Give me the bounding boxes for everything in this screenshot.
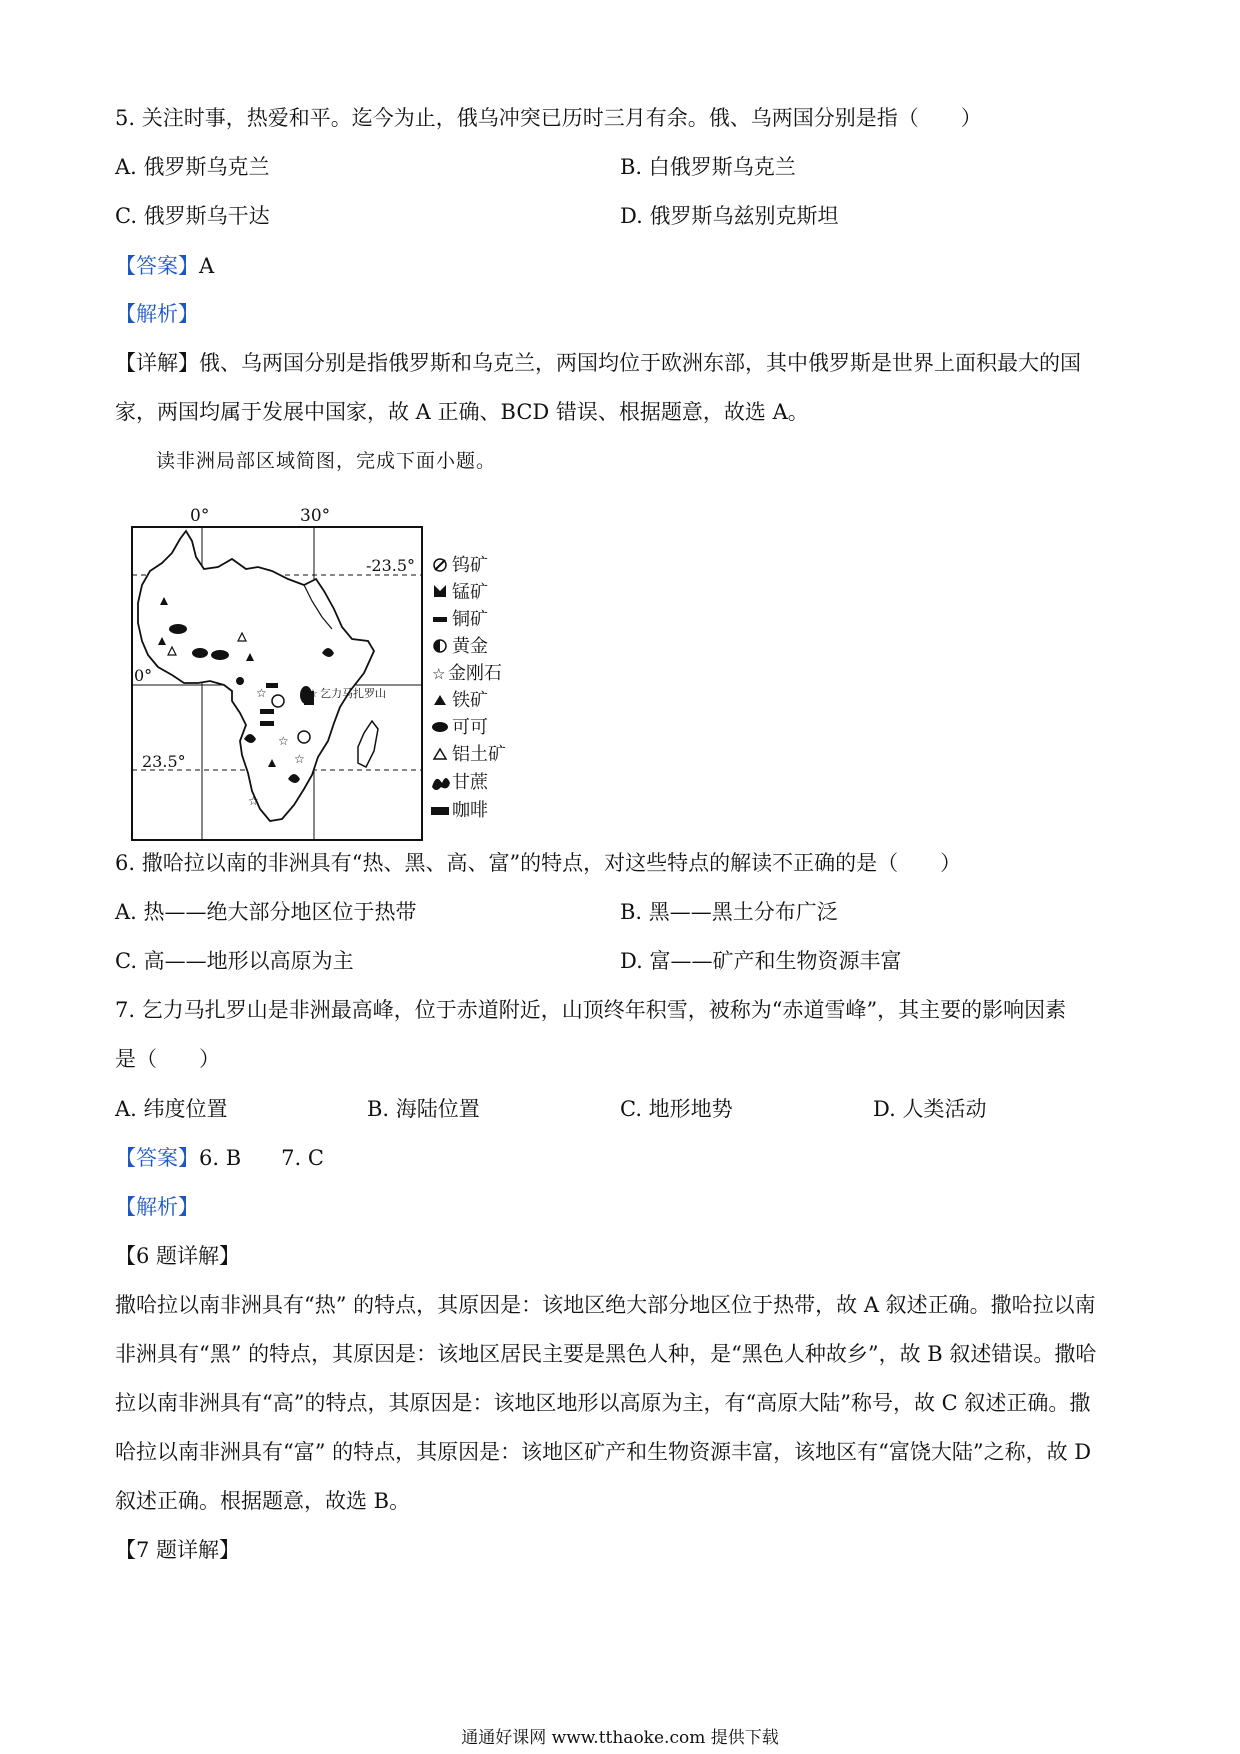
q7-stem-line-1: 7. 乞力马扎罗山是非洲最高峰，位于赤道附近，山顶终年积雪，被称为“赤道雪峰”，其主要的影响因素 [115,998,1067,1022]
q6-stem: 6. 撒哈拉以南的非洲具有“热、黑、高、富”的特点，对这些特点的解读不正确的是（ ） [115,851,962,875]
iron-icon [434,695,446,705]
map-cocoa-mark [211,650,229,660]
map-cocoa-mark [169,624,187,634]
legend-label-copper: 铜矿 [452,609,488,630]
q5-option-d: D. 俄罗斯乌兹别克斯坦 [620,204,839,228]
answers-line [115,1143,324,1173]
map-diamond-mark: ☆ [248,794,259,808]
d6-line-4: 哈拉以南非洲具有“富” 的特点，其原因是：该地区矿产和生物资源丰富，该地区有“富饶大陆”之称，故 D [115,1440,1092,1464]
q5-analysis-label: 【解析】 [115,302,199,326]
map-copper-mark [266,683,278,688]
q5-option-a: A. 俄罗斯乌克兰 [115,155,270,179]
map-copper-mark [260,721,274,726]
manganese-icon [434,585,446,597]
d6-label: 【6 题详解】 [115,1244,241,1268]
legend-label-cocoa: 可可 [452,717,488,738]
map-cocoa-mark [192,648,208,658]
map-diamond-mark: ☆ [278,734,289,748]
legend-label-diamond: 金刚石 [448,663,502,684]
lat-label-south: 23.5° [142,752,186,771]
africa-map [128,505,548,845]
map-legend [431,555,506,821]
lat-label-north: -23.5° [366,556,416,575]
q7-stem-line-2: 是（ ） [115,1047,220,1071]
legend-label-sugarcane: 甘蔗 [452,772,488,793]
sugarcane-icon [432,778,450,790]
lon-label-0: 0° [190,506,210,526]
kilimanjaro-label: 乞力马扎罗山 [320,687,386,700]
map-intro: 读非洲局部区域简图，完成下面小题。 [156,450,497,472]
answer-7: 7. C [281,1146,324,1170]
q6-option-d: D. 富——矿产和生物资源丰富 [620,949,902,973]
q5-detail-line-1: 【详解】俄、乌两国分别是指俄罗斯和乌克兰，两国均位于欧洲东部，其中俄罗斯是世界上面积最大的国 [115,351,1081,375]
legend-label-gold: 黄金 [452,636,488,657]
copper-icon [433,617,447,622]
map-manganese-mark [236,677,244,685]
d6-line-2: 非洲具有“黑” 的特点，其原因是：该地区居民主要是黑色人种，是“黑色人种故乡”，故 B 叙述错误。撒哈 [115,1342,1097,1366]
lat-label-equator: 0° [134,666,153,685]
africa-map-figure [128,505,548,845]
q6-option-c: C. 高——地形以高原为主 [115,949,354,973]
cocoa-icon [432,722,448,732]
legend-label-manganese: 锰矿 [452,582,488,603]
bauxite-icon [434,749,446,759]
page-footer: 通通好课网 www.tthaoke.com 提供下载 [461,1728,779,1748]
q5-option-c: C. 俄罗斯乌干达 [115,204,270,228]
map-diamond-mark: ☆ [294,752,305,766]
legend-label-iron: 铁矿 [452,690,488,711]
d7-label: 【7 题详解】 [115,1538,241,1562]
q6-option-a: A. 热——绝大部分地区位于热带 [115,900,417,924]
q5-stem: 5. 关注时事，热爱和平。迄今为止，俄乌冲突已历时三月有余。俄、乌两国分别是指（ ） [115,106,982,130]
answers-label: 【答案】 [115,1146,199,1170]
legend-label-coffee: 咖啡 [452,800,488,821]
d6-line-3: 拉以南非洲具有“高”的特点，其原因是：该地区地形以高原为主，有“高原大陆”称号，故 C 叙述正确。撒 [115,1391,1091,1415]
analysis-label-line [115,1192,199,1222]
q6-option-b: B. 黑——黑土分布广泛 [620,900,838,924]
q7-option-c: C. 地形地势 [620,1097,733,1121]
q5-option-b: B. 白俄罗斯乌克兰 [620,155,796,179]
answer-6: 6. B [199,1146,242,1170]
q7-option-d: D. 人类活动 [873,1097,987,1121]
svg-text:☆: ☆ [308,687,318,700]
q5-detail-line-2: 家，两国均属于发展中国家，故 A 正确、BCD 错误、根据题意，故选 A。 [115,400,809,424]
legend-label-bauxite: 铝土矿 [452,744,506,765]
map-copper-mark [260,709,274,714]
map-diamond-mark: ☆ [256,686,267,700]
analysis-label: 【解析】 [115,1195,199,1219]
q5-answer [115,251,214,281]
d6-line-1: 撒哈拉以南非洲具有“热” 的特点，其原因是：该地区绝大部分地区位于热带，故 A 叙述正确。撒哈拉以南 [115,1293,1096,1317]
coffee-icon [431,807,449,815]
lon-label-30: 30° [300,506,331,526]
q5-detail-label: 【详解】 [115,351,199,375]
q7-option-b: B. 海陆位置 [367,1097,480,1121]
q5-answer-value: A [199,254,215,278]
q5-answer-label: 【答案】 [115,254,199,278]
q7-option-a: A. 纬度位置 [115,1097,228,1121]
d6-line-5: 叙述正确。根据题意，故选 B。 [115,1489,411,1513]
diamond-icon: ☆ [432,665,446,683]
legend-label-tungsten: 钨矿 [452,555,488,576]
